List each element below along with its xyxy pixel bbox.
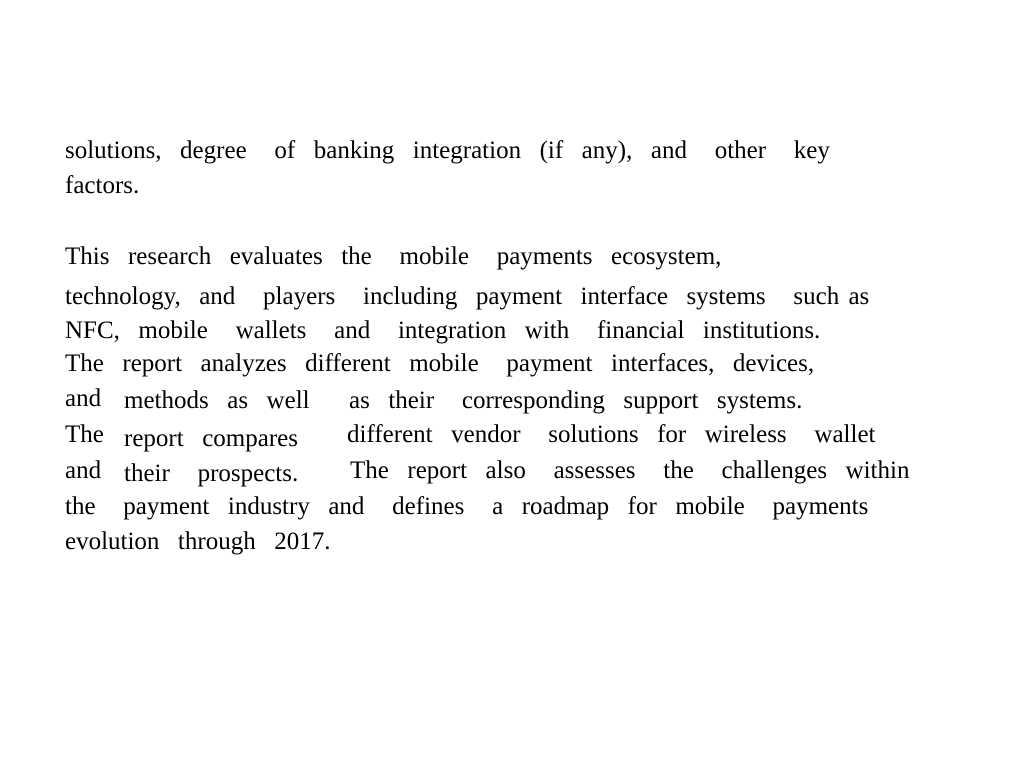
text-line-9-start: and	[65, 457, 102, 484]
text-line-7-end: as their corresponding support systems.	[349, 387, 803, 414]
text-line-9-middle: their prospects.	[124, 460, 299, 487]
text-line-3: This research evaluates the mobile payments ecosystem,	[65, 243, 722, 270]
text-line-4: technology, and players including payment interface systems such as	[65, 283, 870, 310]
text-line-8-middle: report compares	[124, 425, 298, 452]
text-line-2: factors.	[65, 172, 140, 199]
text-line-6: The report analyzes different mobile payment interfaces, devices,	[65, 350, 815, 377]
text-line-7-middle: methods as well	[124, 387, 310, 414]
text-line-11: evolution through 2017.	[65, 528, 331, 555]
text-line-9-end: The report also assesses the challenges within	[350, 457, 910, 484]
text-line-5: NFC, mobile wallets and integration with financial institutions.	[65, 317, 821, 344]
text-line-8-end: different vendor solutions for wireless wallet	[347, 421, 876, 448]
text-line-8-start: The	[65, 421, 104, 448]
text-line-7-start: and	[65, 385, 102, 412]
text-line-1: solutions, degree of banking integration (if any), and other key	[65, 137, 830, 164]
text-line-10: the payment industry and defines a roadmap for mobile payments	[65, 493, 869, 520]
